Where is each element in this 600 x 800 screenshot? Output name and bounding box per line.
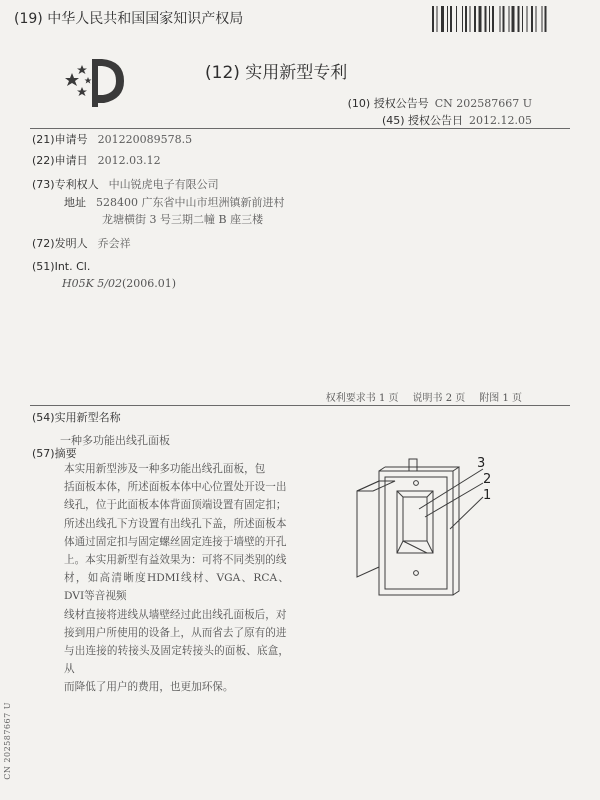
publication-number-value: CN 202587667 U bbox=[434, 97, 532, 110]
callout-1: 1 bbox=[483, 488, 492, 503]
address-line-1: 528400 广东省中山市坦洲镇新前进村 bbox=[96, 196, 285, 209]
publication-number-label: (10) 授权公告号 bbox=[347, 97, 429, 110]
abstract-heading bbox=[32, 446, 77, 461]
barcode-bar bbox=[450, 6, 452, 32]
barcode-bar bbox=[447, 6, 448, 32]
abstract-line: 线孔，位于此面板本体背面顶端设置有固定扣； bbox=[64, 499, 287, 512]
barcode-bar bbox=[441, 6, 444, 32]
field-label: 地址 bbox=[64, 196, 86, 209]
barcode-bar bbox=[492, 6, 494, 32]
barcode-bar bbox=[462, 6, 463, 32]
abstract-line: 所述出线孔下方设置有出线孔下盖，所述面板本 bbox=[64, 517, 287, 530]
publication-date bbox=[382, 112, 532, 128]
document-type: (12) 实用新型专利 bbox=[205, 63, 348, 83]
callout-2: 2 bbox=[483, 472, 492, 487]
barcode-bar bbox=[522, 6, 523, 32]
barcode-bar bbox=[456, 6, 457, 32]
field-label: 摘要 bbox=[54, 447, 77, 460]
barcode-bar bbox=[432, 6, 434, 32]
header-divider bbox=[30, 128, 570, 129]
field-value: 201220089578.5 bbox=[97, 133, 193, 146]
field-code: (51) bbox=[32, 260, 55, 273]
address-line-2: 龙塘横街 3 号三期二幢 B 座三楼 bbox=[102, 213, 264, 226]
publication-date-value: 2012.12.05 bbox=[469, 114, 532, 127]
barcode-bar bbox=[474, 6, 476, 32]
sipo-logo bbox=[62, 55, 128, 111]
abstract-line: 上。本实用新型有益效果为：可将不同类别的线 bbox=[64, 554, 287, 567]
field-code: (54) bbox=[32, 411, 55, 424]
barcode-bar bbox=[479, 6, 482, 32]
barcode bbox=[432, 6, 582, 32]
office-name: (19) 中华人民共和国国家知识产权局 bbox=[14, 11, 244, 27]
abstract-body bbox=[64, 460, 289, 697]
faceplate-drawing bbox=[355, 455, 505, 603]
field-label: 申请号 bbox=[54, 133, 88, 146]
barcode-bar bbox=[531, 6, 533, 32]
claims-pages: 权利要求书 1 页 bbox=[325, 393, 399, 404]
field-code: (73) bbox=[32, 178, 55, 191]
field-label: Int. Cl. bbox=[54, 260, 91, 273]
barcode-bar bbox=[545, 6, 547, 32]
page-counts bbox=[312, 389, 522, 404]
utility-model-title-heading bbox=[32, 410, 121, 425]
field-value: 乔会祥 bbox=[97, 237, 131, 250]
field-value: 2012.03.12 bbox=[97, 154, 161, 167]
barcode-bar bbox=[509, 6, 510, 32]
field-code: (72) bbox=[32, 237, 55, 250]
barcode-bar bbox=[470, 6, 471, 32]
filing-date bbox=[32, 153, 161, 168]
address bbox=[32, 195, 285, 210]
barcode-bar bbox=[518, 6, 520, 32]
drawing-pages: 附图 1 页 bbox=[479, 393, 522, 404]
side-publication-number: CN 202587667 U bbox=[3, 702, 12, 780]
barcode-bar bbox=[489, 6, 490, 32]
section-divider bbox=[30, 405, 570, 406]
ipc-edition: (2006.01) bbox=[122, 277, 177, 290]
utility-model-title: 一种多功能出线孔面板 bbox=[60, 434, 170, 447]
barcode-bar bbox=[527, 6, 528, 32]
barcode-bar bbox=[536, 6, 537, 32]
abstract-line: 而降低了用户的费用，也更加环保。 bbox=[64, 681, 234, 694]
abstract-line: 体通过固定扣与固定螺丝固定连接于墙壁的开孔 bbox=[64, 535, 287, 548]
description-pages: 说明书 2 页 bbox=[412, 393, 466, 404]
abstract-line: 材，如高清晰度HDMI线材、VGA、RCA、DVI等音视频 bbox=[64, 572, 289, 603]
abstract-line: 接到用户所使用的设备上，从而省去了原有的进 bbox=[64, 626, 287, 639]
field-label: 申请日 bbox=[54, 154, 88, 167]
field-code: (57) bbox=[32, 447, 55, 460]
field-label: 实用新型名称 bbox=[54, 411, 121, 424]
abstract-line: 括面板本体，所述面板本体中心位置处开设一出 bbox=[64, 481, 287, 494]
barcode-bar bbox=[503, 6, 505, 32]
publication-number bbox=[348, 95, 532, 111]
field-code: (22) bbox=[32, 154, 55, 167]
field-label: 专利权人 bbox=[54, 178, 99, 191]
inventor bbox=[32, 236, 131, 251]
barcode-bar bbox=[437, 6, 438, 32]
barcode-bar bbox=[485, 6, 487, 32]
callout-3: 3 bbox=[477, 456, 486, 471]
ipc bbox=[32, 259, 90, 274]
field-value: 中山锐虎电子有限公司 bbox=[108, 178, 219, 191]
field-code: (21) bbox=[32, 133, 55, 146]
publication-date-label: (45) 授权公告日 bbox=[381, 114, 464, 127]
ipc-class: H05K 5/02 bbox=[62, 277, 123, 290]
address-continued bbox=[92, 212, 263, 227]
abstract-line: 线材直接将进线从墙壁经过此出线孔面板后，对 bbox=[64, 608, 287, 621]
barcode-bar bbox=[542, 6, 543, 32]
field-label: 发明人 bbox=[54, 237, 88, 250]
barcode-bar bbox=[465, 6, 467, 32]
patentee bbox=[32, 177, 219, 192]
abstract-line: 与出连接的转接头及固定转接头的面板、底盒，从 bbox=[64, 645, 289, 676]
barcode-bar bbox=[512, 6, 515, 32]
barcode-bar bbox=[500, 6, 501, 32]
ipc-classification bbox=[62, 276, 176, 291]
abstract-line: 本实用新型涉及一种多功能出线孔面板，包 bbox=[64, 463, 266, 475]
application-number bbox=[32, 132, 192, 147]
